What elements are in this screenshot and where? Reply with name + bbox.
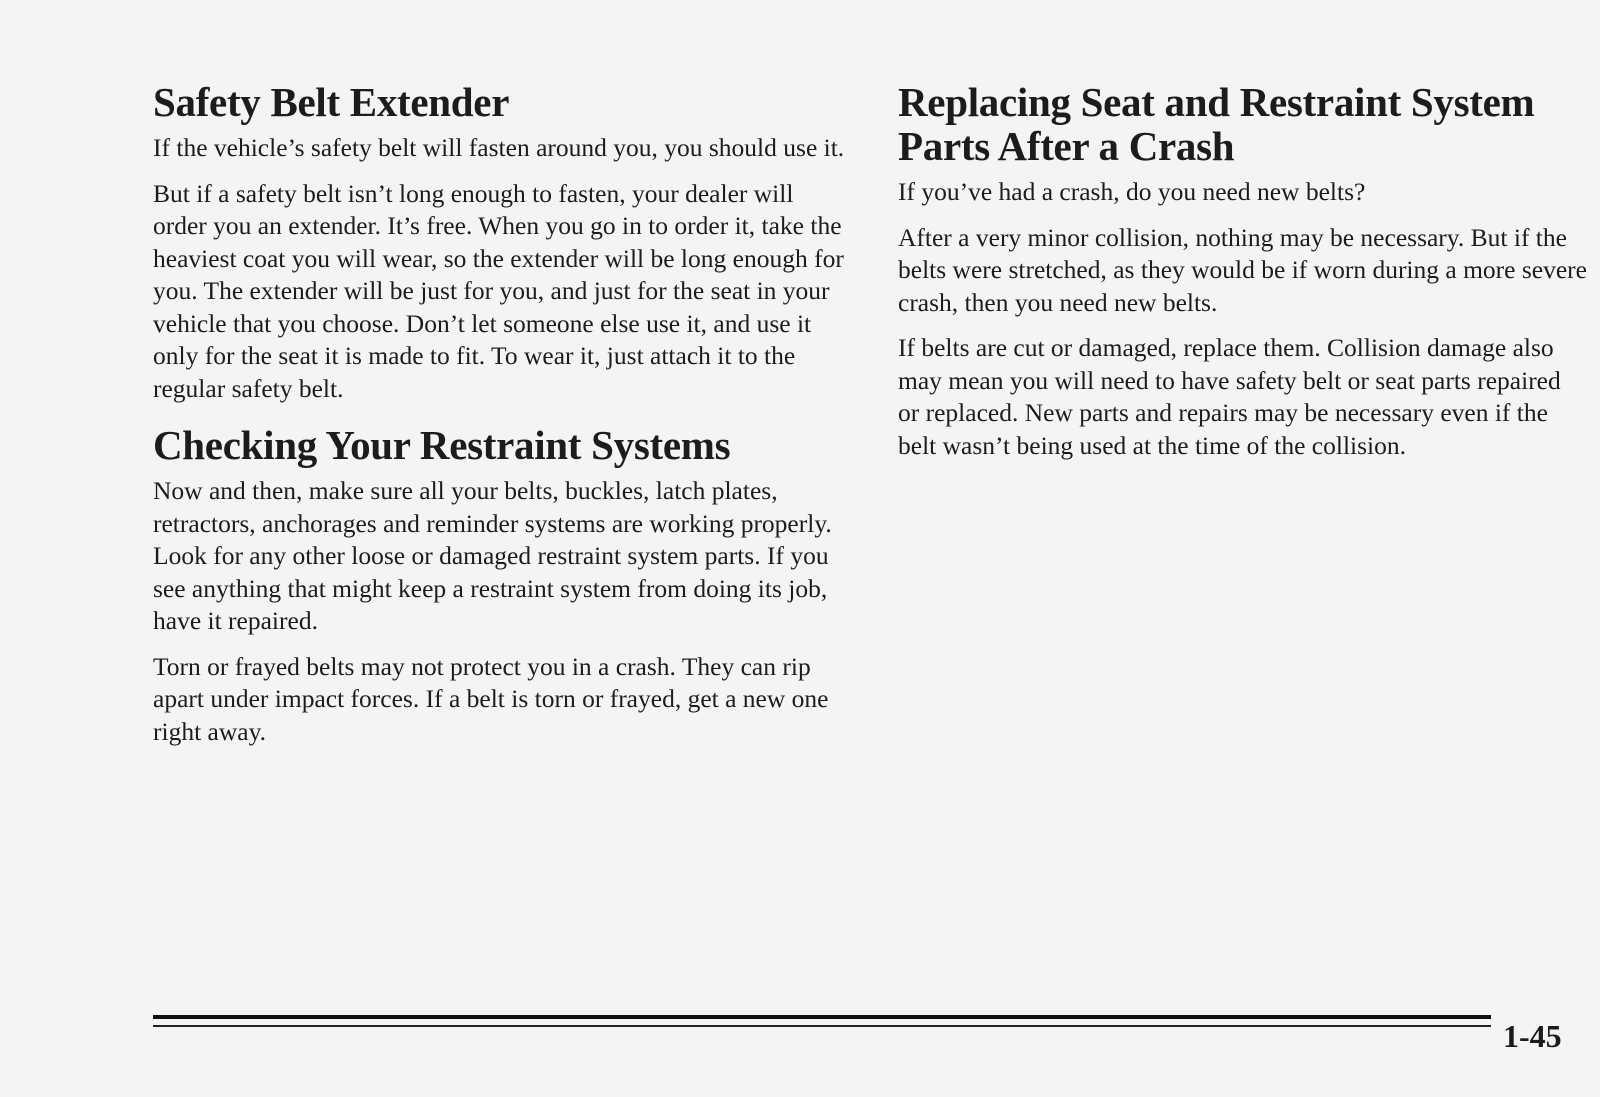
footer-rule <box>153 1015 1491 1027</box>
left-column <box>153 80 853 761</box>
heading-replacing-parts-after-crash: Replacing Seat and Restraint System Parts After a Crash <box>898 79 1535 169</box>
paragraph: If belts are cut or damaged, replace them. Collision damage also may mean you will need to have safety belt or seat parts repaired or replaced. New parts and repairs may be necessary even if the belt wasn’t being used at the time of the collision. <box>898 333 1561 460</box>
heading-safety-belt-extender: Safety Belt Extender <box>153 79 510 125</box>
paragraph: If you’ve had a crash, do you need new belts? <box>898 177 1366 206</box>
section-replacing-parts-after-crash <box>898 80 1588 462</box>
paragraph: After a very minor collision, nothing may be necessary. But if the belts were stretched, as they would be if worn during a more severe crash, then you need new belts. <box>898 222 1587 317</box>
paragraph: But if a safety belt isn’t long enough to fasten, your dealer will order you an extender. It’s free. When you go in to order it, take the heaviest coat you will wear, so the extender will be long enough for you. The extender will be just for you, and just for the seat in your vehicle that you choose. Don’t let someone else use it, and use it only for the seat it is made to fit. To wear it, just attach it to the regular safety belt. <box>153 178 844 403</box>
paragraph: Torn or frayed belts may not protect you in a crash. They can rip apart under impact forces. If a belt is torn or frayed, get a new one right away. <box>153 651 829 746</box>
paragraph: If the vehicle’s safety belt will fasten around you, you should use it. <box>153 133 845 162</box>
footer-rule-thin <box>153 1025 1491 1027</box>
right-column <box>898 80 1588 475</box>
section-checking-restraint-systems <box>153 423 853 748</box>
heading-checking-restraint-systems: Checking Your Restraint Systems <box>153 422 731 468</box>
section-safety-belt-extender <box>153 80 853 405</box>
paragraph: Now and then, make sure all your belts, buckles, latch plates, retractors, anchorages and reminder systems are working properly. Look for any other loose or damaged restraint system parts. If you see anything that might keep a restraint system from doing its job, have it repaired. <box>153 476 832 635</box>
page-number: 1-45 <box>1503 1018 1562 1054</box>
